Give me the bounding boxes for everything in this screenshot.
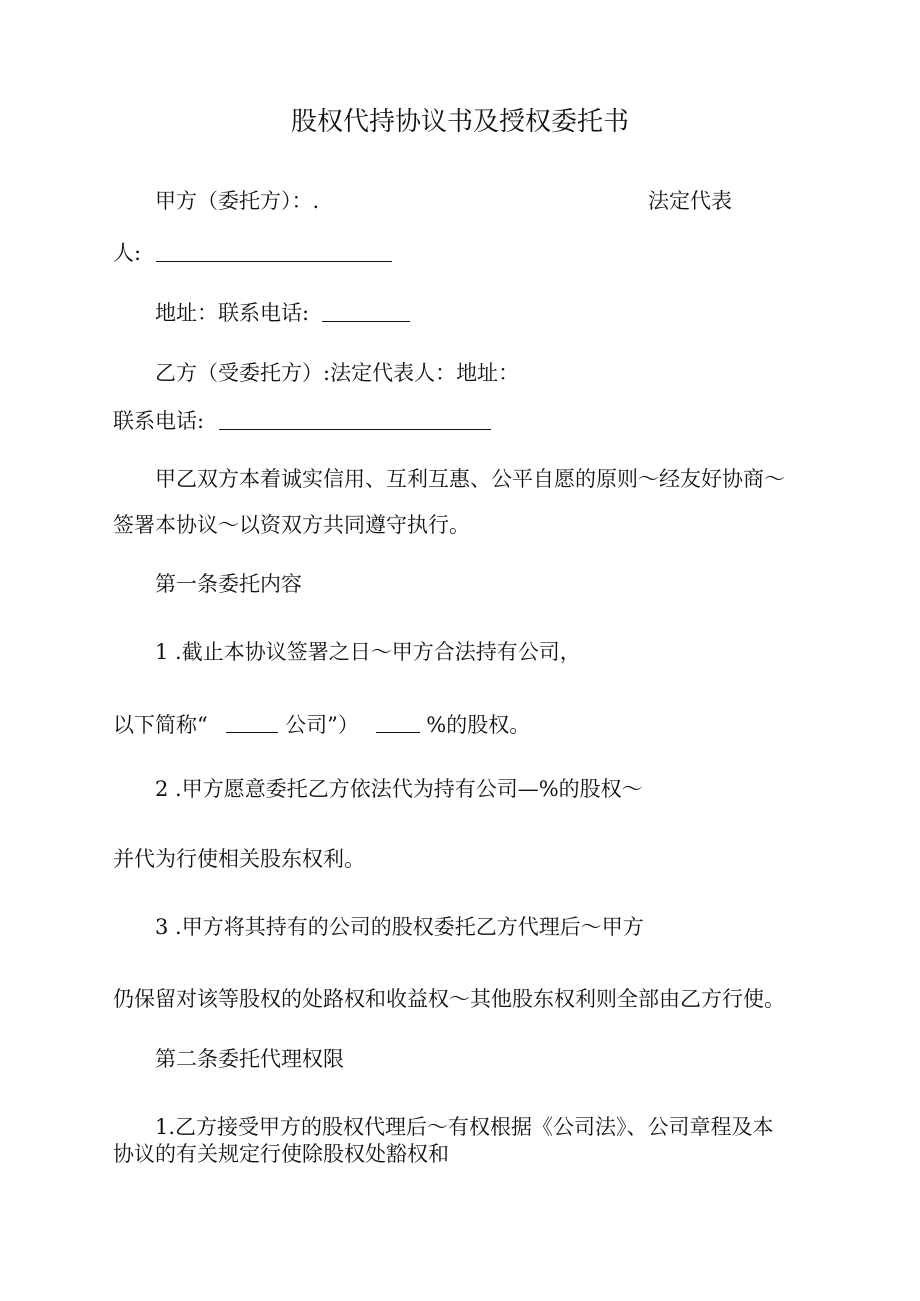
article-1-item-1-line-2	[113, 712, 530, 738]
company-name-blank	[226, 714, 278, 733]
document-title: 股权代持协议书及授权委托书	[290, 107, 629, 137]
party-a-phone-blank	[322, 301, 410, 322]
party-a-rep-blank	[156, 241, 392, 262]
article-2-item-1-line-1: 1.乙方接受甲方的股权代理后～有权根据《公司法》、公司章程及本	[155, 1115, 774, 1139]
party-a-rep-label-cont: 人:	[113, 241, 142, 265]
article-1-item-1-line-1: 1 .截止本协议签署之日～甲方合法持有公司，	[155, 640, 581, 664]
article-1-item-2-line-1: 2 .甲方愿意委托乙方依法代为持有公司—%的股权～	[155, 777, 643, 801]
percentage-blank	[376, 714, 420, 733]
party-b-phone-blank	[219, 409, 491, 430]
party-a-rep-continued	[113, 240, 392, 266]
article-1-item-2-line-2: 并代为行使相关股东权利。	[113, 847, 365, 871]
article-2-heading: 第二条委托代理权限	[155, 1047, 344, 1071]
short-name-prefix: 以下简称“	[113, 713, 208, 737]
party-b-phone-label: 联系电话:	[113, 409, 205, 433]
article-1-heading: 第一条委托内容	[155, 572, 302, 596]
party-a-label: 甲方（委托方）：.	[155, 189, 320, 213]
article-2-item-1-line-2: 协议的有关规定行使除股权处豁权和	[113, 1142, 449, 1166]
party-a-address-phone	[155, 300, 410, 326]
party-a-rep-label: 法定代表	[648, 189, 732, 213]
short-name-suffix: 公司”）	[285, 713, 359, 737]
preamble-line-2: 签署本协议～以资双方共同遵守执行。	[113, 513, 470, 537]
article-1-item-3-line-2: 仍保留对该等股权的处路权和收益权～其他股东权利则全部由乙方行使。	[113, 987, 785, 1011]
party-b-line: 乙方（受委托方）:法定代表人：地址：	[155, 361, 520, 385]
article-1-item-3-line-1: 3 .甲方将其持有的公司的股权委托乙方代理后～甲方	[155, 915, 644, 939]
party-b-phone	[113, 408, 491, 434]
percentage-suffix: %的股权。	[426, 713, 531, 737]
party-a-address-phone-label: 地址：联系电话:	[155, 301, 310, 325]
preamble-line-1: 甲乙双方本着诚实信用、互利互惠、公平自愿的原则～经友好协商～	[155, 467, 785, 491]
